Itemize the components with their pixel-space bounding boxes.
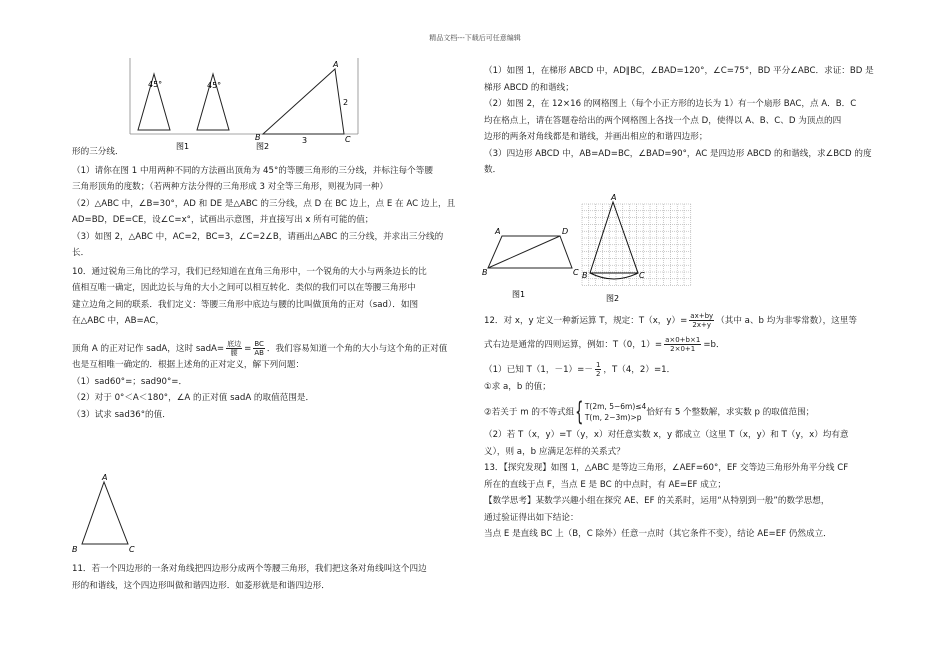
text-line: 通过验证得出如下结论：: [484, 512, 579, 523]
vertex-a: A: [333, 60, 339, 69]
text-line: （2）对于 0°＜A＜180°，∠A 的正对值 sadA 的取值范围是．: [72, 393, 315, 403]
text-line: 数．: [484, 165, 502, 175]
text-line: 梯形 ABCD 的和谐线；: [484, 82, 574, 93]
sector-bac: [590, 202, 638, 273]
text-line: 所在的直线于点 F，当点 E 是 BC 的中点时，有 AE=EF 成立；: [484, 479, 726, 490]
left-column: [72, 144, 472, 423]
text-line: 【数学思考】某数学兴趣小组在探究 AE、EF 的关系时，运用“从特别到一般”的数学思想，: [484, 496, 830, 506]
figure-triangles-1-2: [126, 58, 360, 152]
fraction-t-definition: $\frac{ax+by}{2x+y}$: [690, 312, 714, 329]
fraction-example: $\frac{a\times 0+b\times 1}{2\times 0+1}$: [665, 335, 701, 353]
text-line: （3）如图 2，△ABC 中，AC=2，BC=3，∠C=2∠B，请画出△ABC 的三分线，并求出三分线的: [72, 231, 444, 242]
text-line: 13．【探究发现】如图 1，△ABC 是等边三角形，∠AEF=60°，EF 交等边三角形外角平分线 CF: [484, 463, 849, 473]
text-line: 长．: [72, 248, 90, 258]
caption-fig2: 图2: [606, 294, 620, 303]
text-line: 也是互相唯一确定的．根据上述角的正对定义，解下列问题：: [72, 360, 305, 370]
vertex-d: D: [562, 227, 569, 236]
caption-fig1: 图1: [176, 142, 190, 151]
text-line: （3）四边形 ABCD 中，AB=AD=BC，∠BAD=90°，AC 是四边形 ABCD 的和谐线，求∠BCD 的度: [484, 148, 872, 159]
vertex-c: C: [345, 135, 351, 144]
text-line: （3）试求 sad36°的值．: [72, 409, 171, 420]
trapezoid-abcd: [488, 236, 572, 268]
caption-fig2: 图2: [256, 142, 270, 151]
vertex-b: B: [482, 268, 488, 277]
grid-vertex-b: B: [582, 271, 588, 280]
vertex-a: A: [102, 473, 108, 482]
side-label-3: 3: [302, 136, 308, 145]
text-line: 值相互唯一确定，因此边长与角的大小之间可以相互转化．类似的我们可以在等腰三角形中: [72, 283, 416, 293]
inequality-line: ②若关于 m 的不等式组{ T(2m, 5−6m)≤4 T(m, 2−3m)>p 恰好有 5 个整数解，求实数 p 的取值范围；: [484, 397, 815, 427]
text-line: 边形的两条对角线都是和谐线，并画出相应的和谐四边形；: [484, 132, 708, 142]
text-line: 均在格点上，请在答题卷给出的两个网格图上各找一个点 D，使得以 A、B、C、D 为顶点的四: [484, 115, 842, 126]
right-column-bottom: [484, 308, 884, 543]
text-line: （2）若 T（x，y）=T（y，x）对任意实数 x，y 都成立（这里 T（x，y）和 T（y，x）均有意: [484, 430, 849, 440]
angle-label-1: 45°: [148, 80, 163, 89]
text-line: 义），则 a，b 应满足怎样的关系式？: [484, 446, 625, 457]
example-line: 式右边是通常的四则运算，例如：T（0，1）= $\frac{a\times 0+b\times 1}{2\times 0+1}$ =b．: [484, 335, 725, 353]
fraction-one-half: $\frac{1}{2}$: [595, 361, 601, 378]
triangle-abc: [263, 69, 344, 134]
sad-definition-line: 顶角 A 的正对记作 sadA，这时 sadA= $\frac{\text{底边}}{\text{腰}}$ = $\frac{BC}{AB}$ ．我们容易知道一个角的大小与这个角的正对值: [72, 339, 448, 357]
text-line: 形的三分线．: [72, 147, 124, 157]
text-line: （2）如图 2，在 12×16 的网格图上（每个小正方形的边长为 1）有一个扇形 BAC，点 A．B．C: [484, 99, 857, 109]
text-line: 在△ABC 中，AB=AC，: [72, 316, 165, 326]
vertex-b: B: [72, 545, 78, 554]
grid-vertex-a: A: [611, 193, 617, 202]
text-line: 11．若一个四边形的一条对角线把四边形分成两个等腰三角形，我们把这条对角线叫这个四边: [72, 564, 427, 574]
caption-fig1: 图1: [512, 290, 526, 299]
figure-isosceles-abc: [68, 470, 148, 556]
vertex-b: B: [255, 133, 261, 142]
figure-trapezoid-and-grid: [482, 190, 692, 308]
text-line: （1）sad60°=；sad90°=．: [72, 376, 188, 387]
text-line: ①求 a，b 的值；: [484, 381, 551, 392]
vertex-c: C: [573, 268, 579, 277]
text-line: AD=BD，DE=CE，设∠C=x°，试画出示意图，并直接写出 x 所有可能的值；: [72, 215, 374, 225]
text-line: （1）请你在图 1 中用两种不同的方法画出顶角为 45°的等腰三角形的三分线，并标注每个等腰: [72, 165, 433, 176]
inequality-system: T(2m, 5−6m)≤4 T(m, 2−3m)>p: [584, 402, 647, 422]
grid-vertex-c: C: [639, 271, 645, 280]
text-line: 10．通过锐角三角比的学习，我们已经知道在直角三角形中，一个锐角的大小与两条边长的比: [72, 266, 427, 277]
text-line: （1）如图 1，在梯形 ABCD 中，AD∥BC，∠BAD=120°，∠C=75°，BD 平分∠ABC．求证：BD 是: [484, 66, 874, 76]
right-column-top: [484, 63, 884, 179]
text-line: （2）△ABC 中，∠B=30°，AD 和 DE 是△ABC 的三分线，点 D 在 BC 边上，点 E 在 AC 边上，且: [72, 198, 456, 209]
vertex-a: A: [495, 227, 501, 236]
side-label-2: 2: [343, 98, 349, 107]
fraction-base-over-leg: $\frac{\text{底边}}{\text{腰}}$: [227, 339, 242, 357]
left-brace-icon: {: [575, 397, 584, 427]
text-line: 建立边角之间的联系．我们定义：等腰三角形中底边与腰的比叫做顶角的正对（sad）．如图: [72, 299, 419, 310]
fraction-bc-over-ab: $\frac{BC}{AB}$: [254, 339, 264, 357]
angle-label-2: 45°: [207, 81, 222, 90]
text-line: 当点 E 是直线 BC 上（B，C 除外）任意一点时（其它条件不变），结论 AE=EF 仍然成立．: [484, 529, 832, 539]
given-line: （1）已知 T（1，－1）=－ $\frac{1}{2}$ ，T（4，2）=1．: [484, 361, 676, 378]
text-line: 三角形顶角的度数；（若两种方法分得的三角形成 3 对全等三角形，则视为同一种）: [72, 182, 389, 192]
vertex-c: C: [129, 545, 135, 554]
q12-line: 12．对 x，y 定义一种新运算 T，规定：T（x，y）= $\frac{ax+by}{2x+y}$ （其中 a、b 均为非零常数），这里等: [484, 312, 857, 329]
page-header: 精品文档---下载后可任意编辑: [429, 34, 521, 42]
text-line: 形的和谐线，这个四边形叫做和谐四边形．如菱形就是和谐四边形．: [72, 580, 330, 591]
left-column-bottom: [72, 561, 472, 594]
